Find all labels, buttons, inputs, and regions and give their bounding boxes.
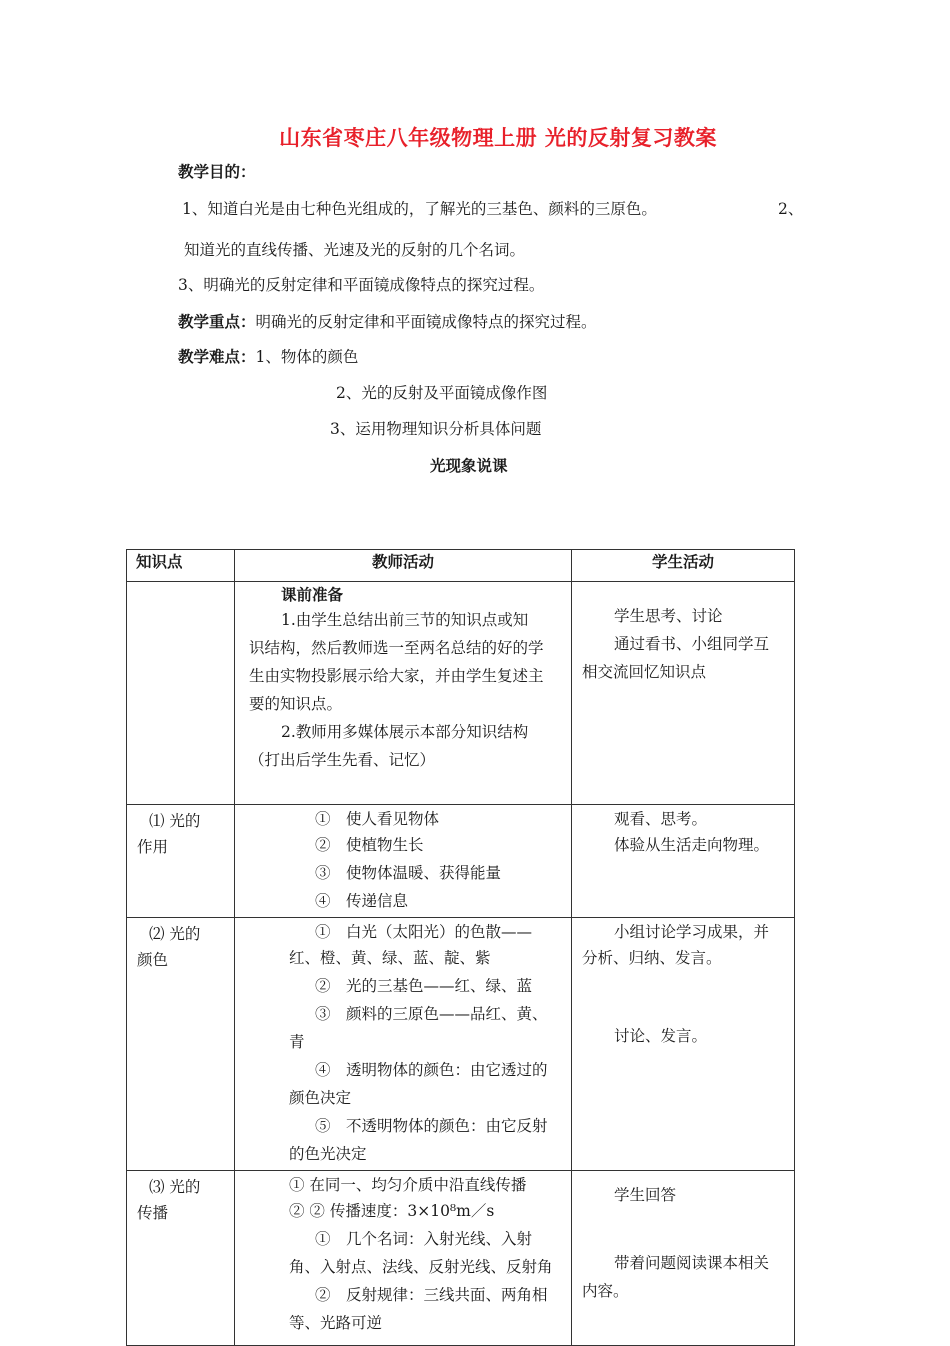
knowledge-cell: ⑴ 光的 作用 — [127, 805, 235, 918]
header-knowledge: 知识点 — [127, 550, 235, 582]
knowledge-cell: ⑶ 光的 传播 — [127, 1171, 235, 1346]
teacher-cell: 课前准备 1.由学生总结出前三节的知识点或知 识结构，然后教师选一至两名总结的好的学 生由实物投影展示给大家，并由学生复述主 要的知识点。 2.教师用多媒体展示本部分知识结构 （打出后学生先看、记忆） — [235, 582, 572, 805]
teacher-cell: ① 白光（太阳光）的色散—— 红、橙、黄、绿、蓝、靛、紫 ② 光的三基色——红、绿、蓝 ③ 颜料的三原色——品红、黄、 青 ④ 透明物体的颜色：由它透过的 颜色决定 ⑤ 不透明物体的颜色：由它反射 的色光决定 — [235, 918, 572, 1171]
goals-heading: 教学目的： — [178, 163, 256, 181]
section-title: 光现象说课 — [430, 457, 508, 475]
goal-2-number: 2、 — [778, 200, 804, 218]
header-teacher: 教师活动 — [235, 550, 572, 582]
difficulty-label: 教学难点： — [178, 348, 256, 366]
teacher-cell: ① 在同一、均匀介质中沿直线传播 ② ② 传播速度：3×10⁸m／s ① 几个名词：入射光线、入射 角、入射点、法线、反射光线、反射角 ② 反射规律：三线共面、两角相 等、光路可逆 — [235, 1171, 572, 1346]
goal-1: 1、知道白光是由七种色光组成的，了解光的三基色、颜料的三原色。 — [182, 200, 657, 218]
header-student: 学生活动 — [572, 550, 795, 582]
difficulty-1: 1、物体的颜色 — [255, 348, 359, 366]
key-point-label: 教学重点： — [178, 313, 256, 331]
student-cell: 小组讨论学习成果，并 分析、归纳、发言。 讨论、发言。 — [572, 918, 795, 1171]
table-row — [127, 805, 795, 918]
table-header-row — [127, 550, 795, 582]
difficulty — [178, 347, 358, 367]
knowledge-cell: ⑵ 光的 颜色 — [127, 918, 235, 1171]
table-row — [127, 582, 795, 805]
goal-3: 3、明确光的反射定律和平面镜成像特点的探究过程。 — [178, 276, 545, 294]
student-cell: 观看、思考。 体验从生活走向物理。 — [572, 805, 795, 918]
document-title: 山东省枣庄八年级物理上册 光的反射复习教案 — [279, 126, 717, 150]
knowledge-cell — [127, 582, 235, 805]
table-row — [127, 1171, 795, 1346]
prep-heading: 课前准备 — [281, 586, 344, 604]
key-point-text: 明确光的反射定律和平面镜成像特点的探究过程。 — [255, 313, 597, 331]
goal-2: 知道光的直线传播、光速及光的反射的几个名词。 — [184, 241, 526, 259]
student-cell: 学生思考、讨论 通过看书、小组同学互 相交流回忆知识点 — [572, 582, 795, 805]
lesson-table — [126, 549, 795, 1346]
student-cell: 学生回答 带着问题阅读课本相关 内容。 — [572, 1171, 795, 1346]
teacher-cell: ① 使人看见物体 ② 使植物生长 ③ 使物体温暖、获得能量 ④ 传递信息 — [235, 805, 572, 918]
table-row — [127, 918, 795, 1171]
difficulty-3: 3、运用物理知识分析具体问题 — [330, 420, 542, 438]
difficulty-2: 2、光的反射及平面镜成像作图 — [336, 384, 548, 402]
key-point — [178, 312, 597, 332]
